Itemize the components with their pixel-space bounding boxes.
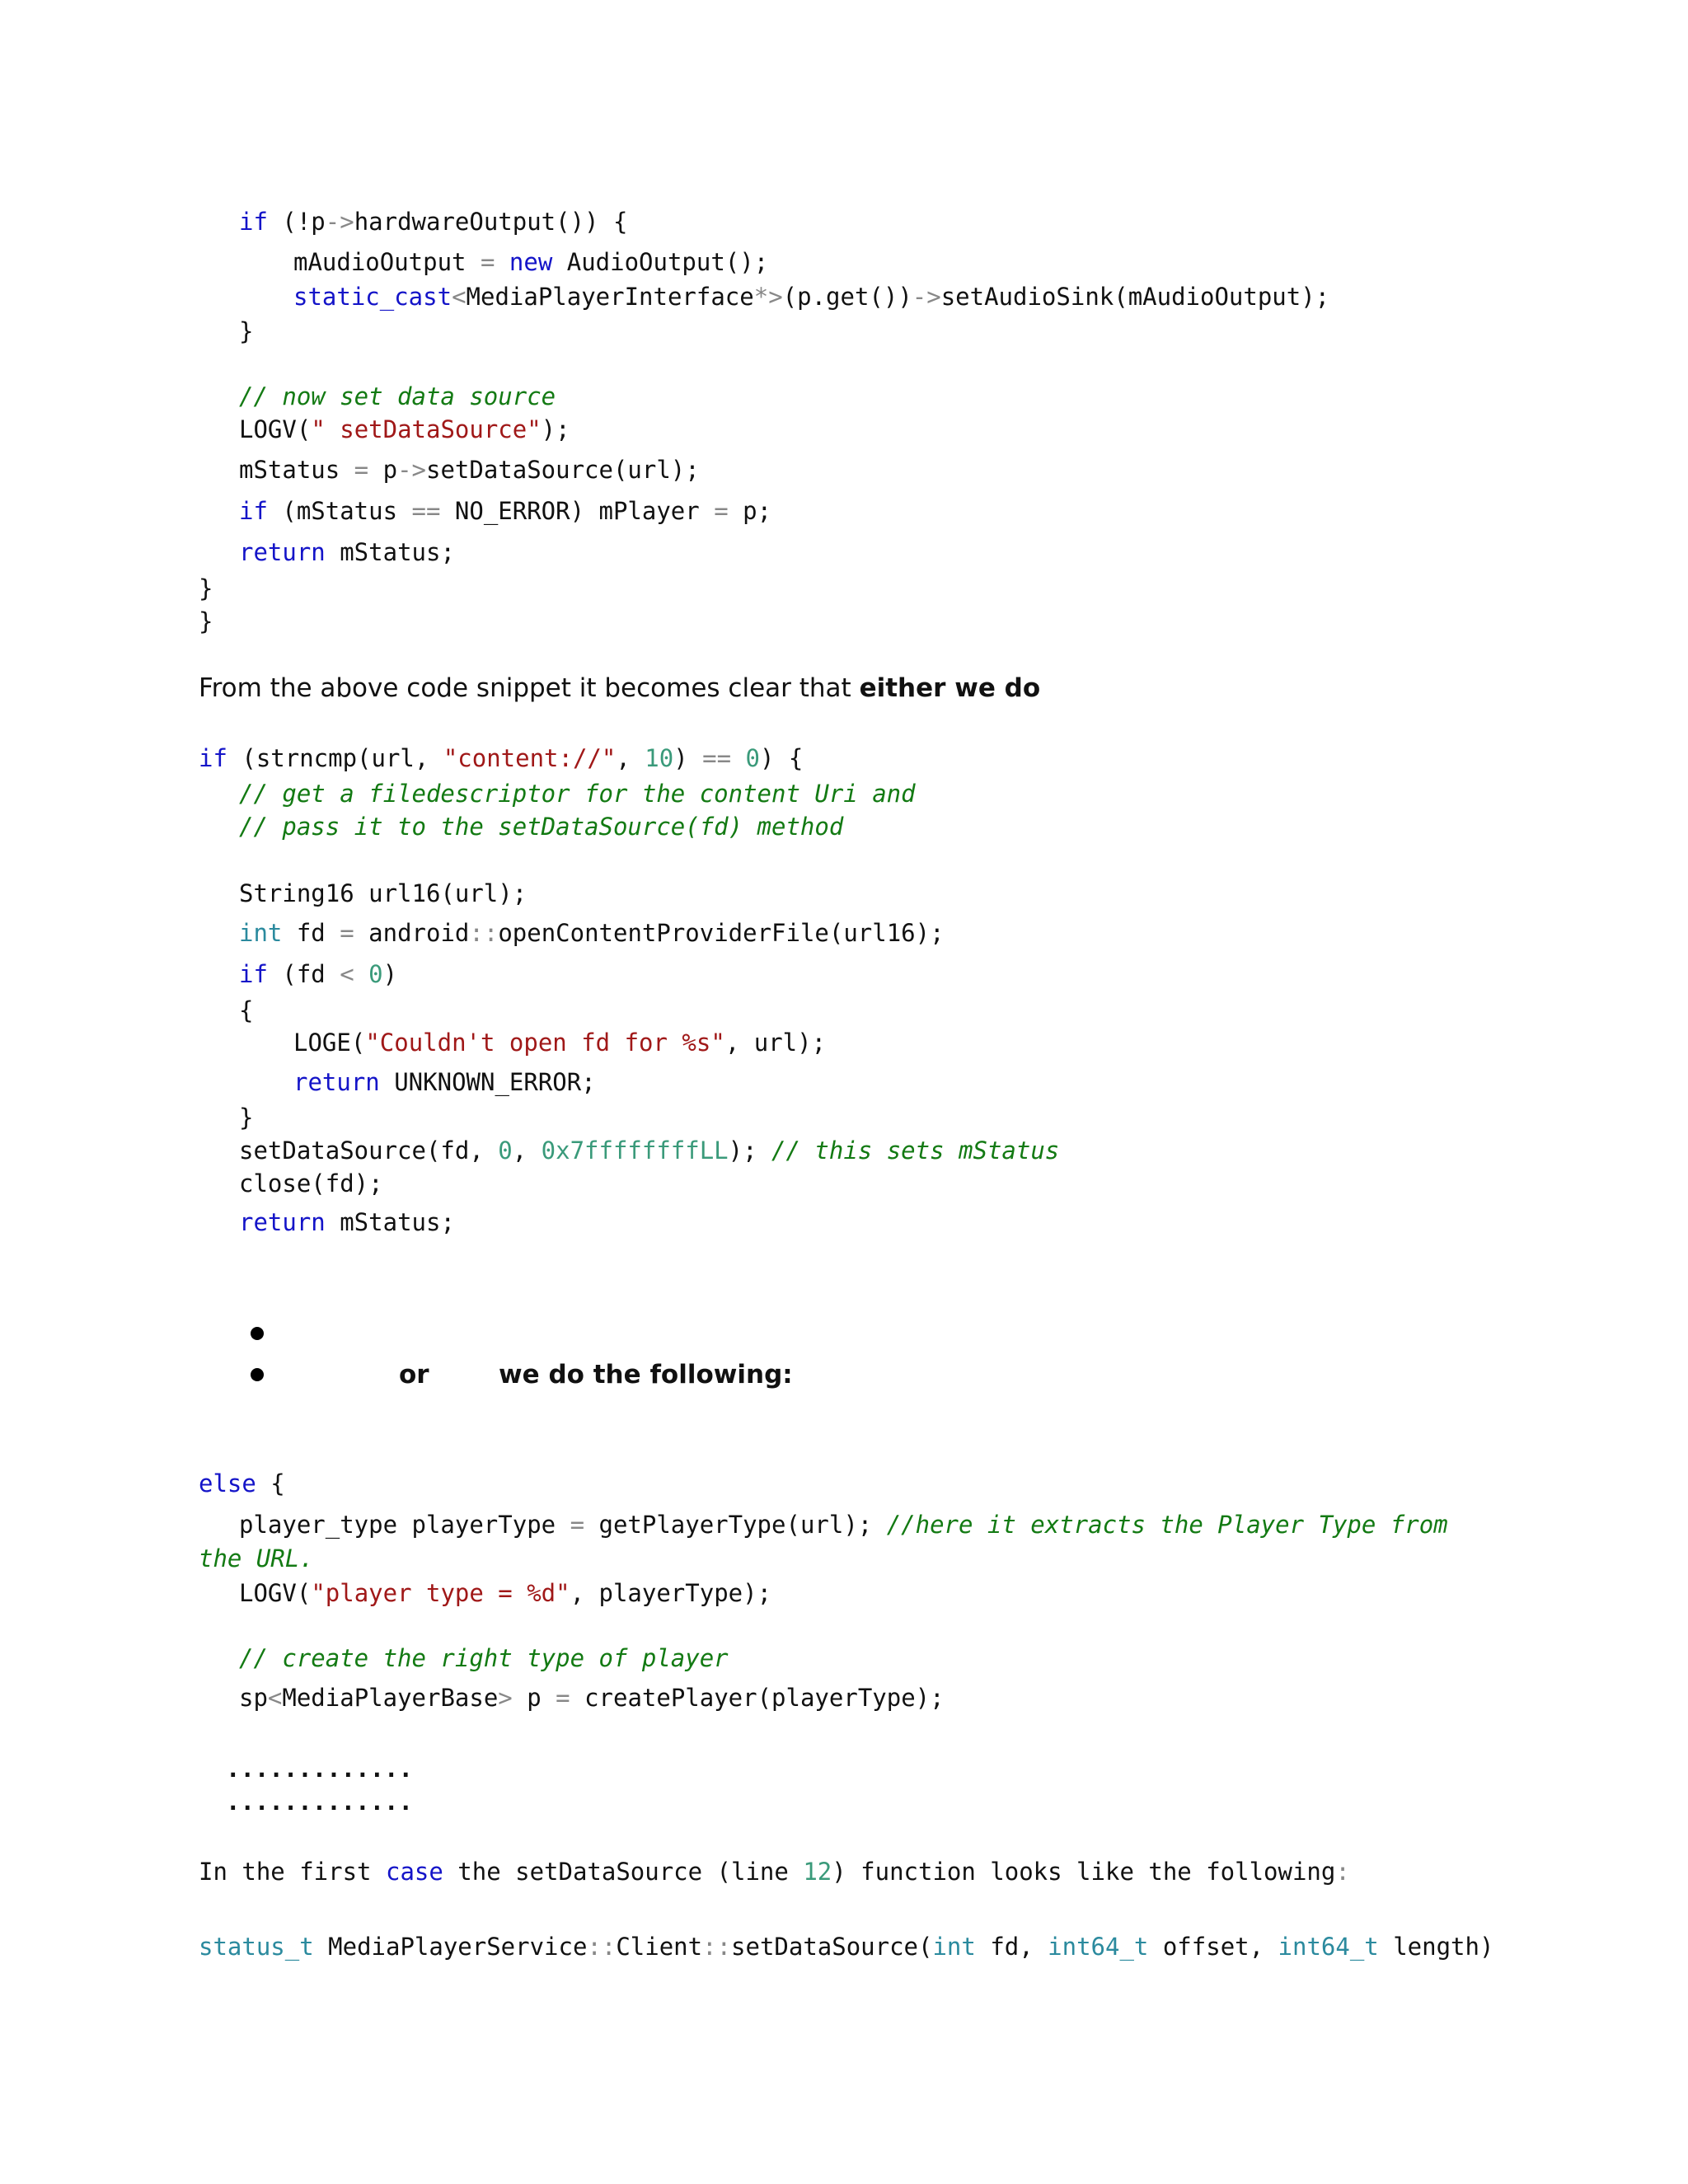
- code-line-else: else {: [199, 1469, 285, 1497]
- code-line-close-brace: }: [239, 317, 254, 345]
- code-line-close-brace: }: [199, 574, 213, 602]
- bullet-following-text: we do the following:: [499, 1360, 793, 1390]
- code-line-set-data-source: setDataSource(fd, 0, 0x7ffffffffLL); // this sets mStatus: [239, 1137, 1060, 1165]
- bullet-or-text: or: [399, 1360, 429, 1390]
- keyword-if: if: [239, 208, 268, 236]
- code-comment: // get a filedescriptor for the content Uri and: [239, 780, 916, 808]
- prose-paragraph: From the above code snippet it becomes clear that either we do: [199, 673, 1041, 703]
- code-line-logv: LOGV(" setDataSource");: [239, 415, 570, 443]
- bullet-icon: [251, 1327, 264, 1340]
- code-comment: // pass it to the setDataSource(fd) method: [239, 813, 844, 841]
- code-line-int-fd: int fd = android::openContentProviderFile(url16);: [239, 919, 945, 947]
- code-line-maudio-output: mAudioOutput = new AudioOutput();: [293, 248, 769, 276]
- code-line-if-fd: if (fd < 0): [239, 960, 398, 988]
- code-line-return-mstatus: return mStatus;: [239, 538, 455, 566]
- code-line-if-strncmp: if (strncmp(url, "content://", 10) == 0) {: [199, 744, 804, 772]
- keyword-static-cast: static_cast: [293, 283, 452, 311]
- code-line-mstatus: mStatus = p->setDataSource(url);: [239, 456, 700, 484]
- code-line-player-type: player_type playerType = getPlayerType(url); //here it extracts the Player Type from: [239, 1511, 1448, 1539]
- code-line-string16: String16 url16(url);: [239, 879, 528, 907]
- code-comment-wrap: the URL.: [199, 1544, 314, 1572]
- bold-phrase: either we do: [859, 673, 1041, 703]
- code-line-close-fd: close(fd);: [239, 1169, 383, 1197]
- bullet-icon: [251, 1368, 264, 1381]
- code-line-create-player: sp<MediaPlayerBase> p = createPlayer(playerType);: [239, 1684, 945, 1712]
- ellipsis-dots: .............: [226, 1788, 413, 1816]
- code-line-close-brace: }: [199, 607, 213, 635]
- code-line-logv-player-type: LOGV("player type = %d", playerType);: [239, 1579, 772, 1607]
- keyword-new: new: [509, 248, 553, 276]
- code-line-signature: status_t MediaPlayerService::Client::setDataSource(int fd, int64_t offset, int64_t length): [199, 1933, 1494, 1961]
- code-line-loge: LOGE("Couldn't open fd for %s", url);: [293, 1029, 827, 1057]
- code-line-close-brace: }: [239, 1104, 254, 1132]
- code-comment-create-player: // create the right type of player: [239, 1644, 729, 1672]
- code-line-open-brace: {: [239, 996, 254, 1024]
- code-line-return-unknown: return UNKNOWN_ERROR;: [293, 1068, 596, 1096]
- code-line-static-cast: static_cast<MediaPlayerInterface*>(p.get())->setAudioSink(mAudioOutput);: [293, 283, 1330, 311]
- code-line-if-hardware-output: if (!p->hardwareOutput()) {: [239, 208, 628, 236]
- code-line-if-mstatus: if (mStatus == NO_ERROR) mPlayer = p;: [239, 497, 772, 525]
- code-line-first-case: In the first case the setDataSource (line 12) function looks like the following:: [199, 1858, 1350, 1886]
- ellipsis-dots: .............: [226, 1755, 413, 1783]
- code-line-return-mstatus: return mStatus;: [239, 1208, 455, 1236]
- code-comment-set-data-source: // now set data source: [239, 382, 556, 410]
